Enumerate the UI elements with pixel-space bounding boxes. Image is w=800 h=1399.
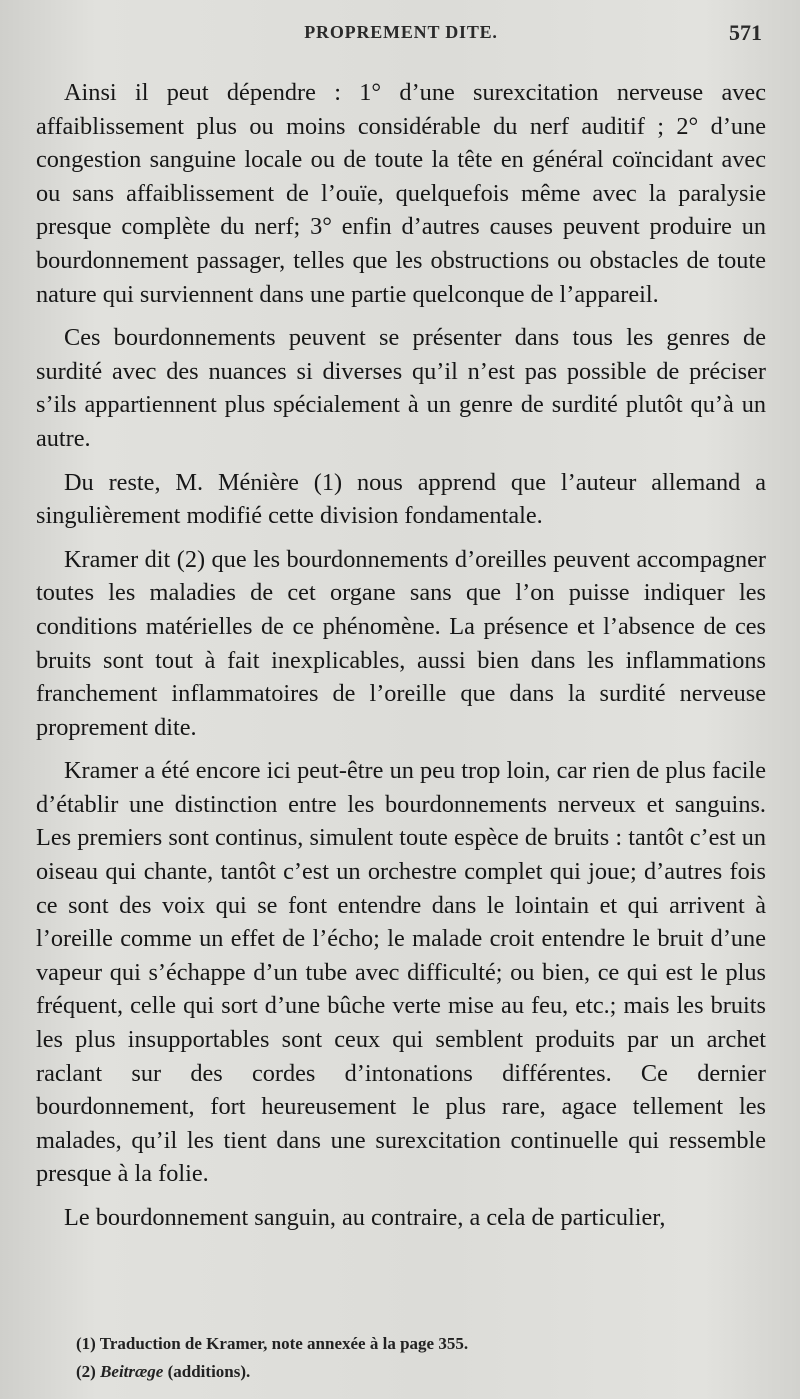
running-header <box>36 18 766 46</box>
paragraph-4: Kramer dit (2) que les bourdonnements d’oreilles peuvent accompagner toutes les maladies de cet organe sans que l’on puisse indiquer les conditions matérielles de ce phénomène. La présence et l’absence de ces bruits sont tout à fait inexplicables, aussi bien dans les inflammations franchement inflammatoires de l’oreille que dans la surdité nerveuse proprement dite. <box>36 545 766 741</box>
paragraph-1: Ainsi il peut dépendre : 1° d’une surexcitation nerveuse avec affaiblissement plus ou moins considérable du nerf auditif ; 2° d’une congestion sanguine locale ou de toute la tête en général coïncidant avec ou sans affaiblissement de l’ouïe, quelquefois même avec la paralysie presque complète du nerf; 3° enfin d’autres causes peuvent produire un bourdonnement passager, telles que les obstructions ou obstacles de toute nature qui surviennent dans une partie quelconque de l’appareil. <box>36 79 766 308</box>
paragraph-6: Le bourdonnement sanguin, au contraire, a cela de particulier, <box>64 1204 666 1231</box>
page-number: 571 <box>729 20 762 45</box>
footnote-2-rest: (additions). <box>167 1362 251 1381</box>
body-text <box>36 76 766 1235</box>
footnotes <box>76 1330 766 1386</box>
footnote-2 <box>76 1358 766 1386</box>
footnote-1: (1) Traduction de Kramer, note annexée à la page 355. <box>76 1334 469 1353</box>
paragraph-5: Kramer a été encore ici peut-être un peu trop loin, car rien de plus facile d’établir une distinction entre les bourdonnements nerveux et sanguins. Les premiers sont continus, simulent toute espèce de bruits : tantôt c’est un oiseau qui chante, tantôt c’est un orchestre complet qui joue; d’autres fois ce sont des voix qui se font entendre dans le lointain et qui arrivent à l’oreille comme un effet de l’écho; le malade croit entendre le bruit d’une vapeur qui s’échappe d’un tube avec difficulté; ou bien, ce qui est le plus fréquent, celle qui sort d’une bûche verte mise au feu, etc.; mais les bruits les plus insupportables sont ceux qui semblent produits par un archet raclant sur des cordes d’intonations différentes. Ce dernier bourdonnement, fort heureusement le plus rare, agace tellement les malades, qu’il les tient dans une surexcitation continuelle qui ressemble presque à la folie. <box>36 757 766 1188</box>
paragraph-2: Ces bourdonnements peuvent se présenter dans tous les genres de surdité avec des nuances si diverses qu’il n’est pas possible de préciser s’ils appartiennent plus spécialement à un genre de surdité plutôt qu’à un autre. <box>36 324 766 452</box>
footnote-2-marker: (2) <box>76 1362 96 1381</box>
footnote-2-title: Beitræge <box>100 1362 164 1381</box>
running-head-title: PROPREMENT DITE. <box>304 22 498 42</box>
paragraph-3: Du reste, M. Ménière (1) nous apprend que l’auteur allemand a singulièrement modifié cette division fondamentale. <box>36 468 766 530</box>
